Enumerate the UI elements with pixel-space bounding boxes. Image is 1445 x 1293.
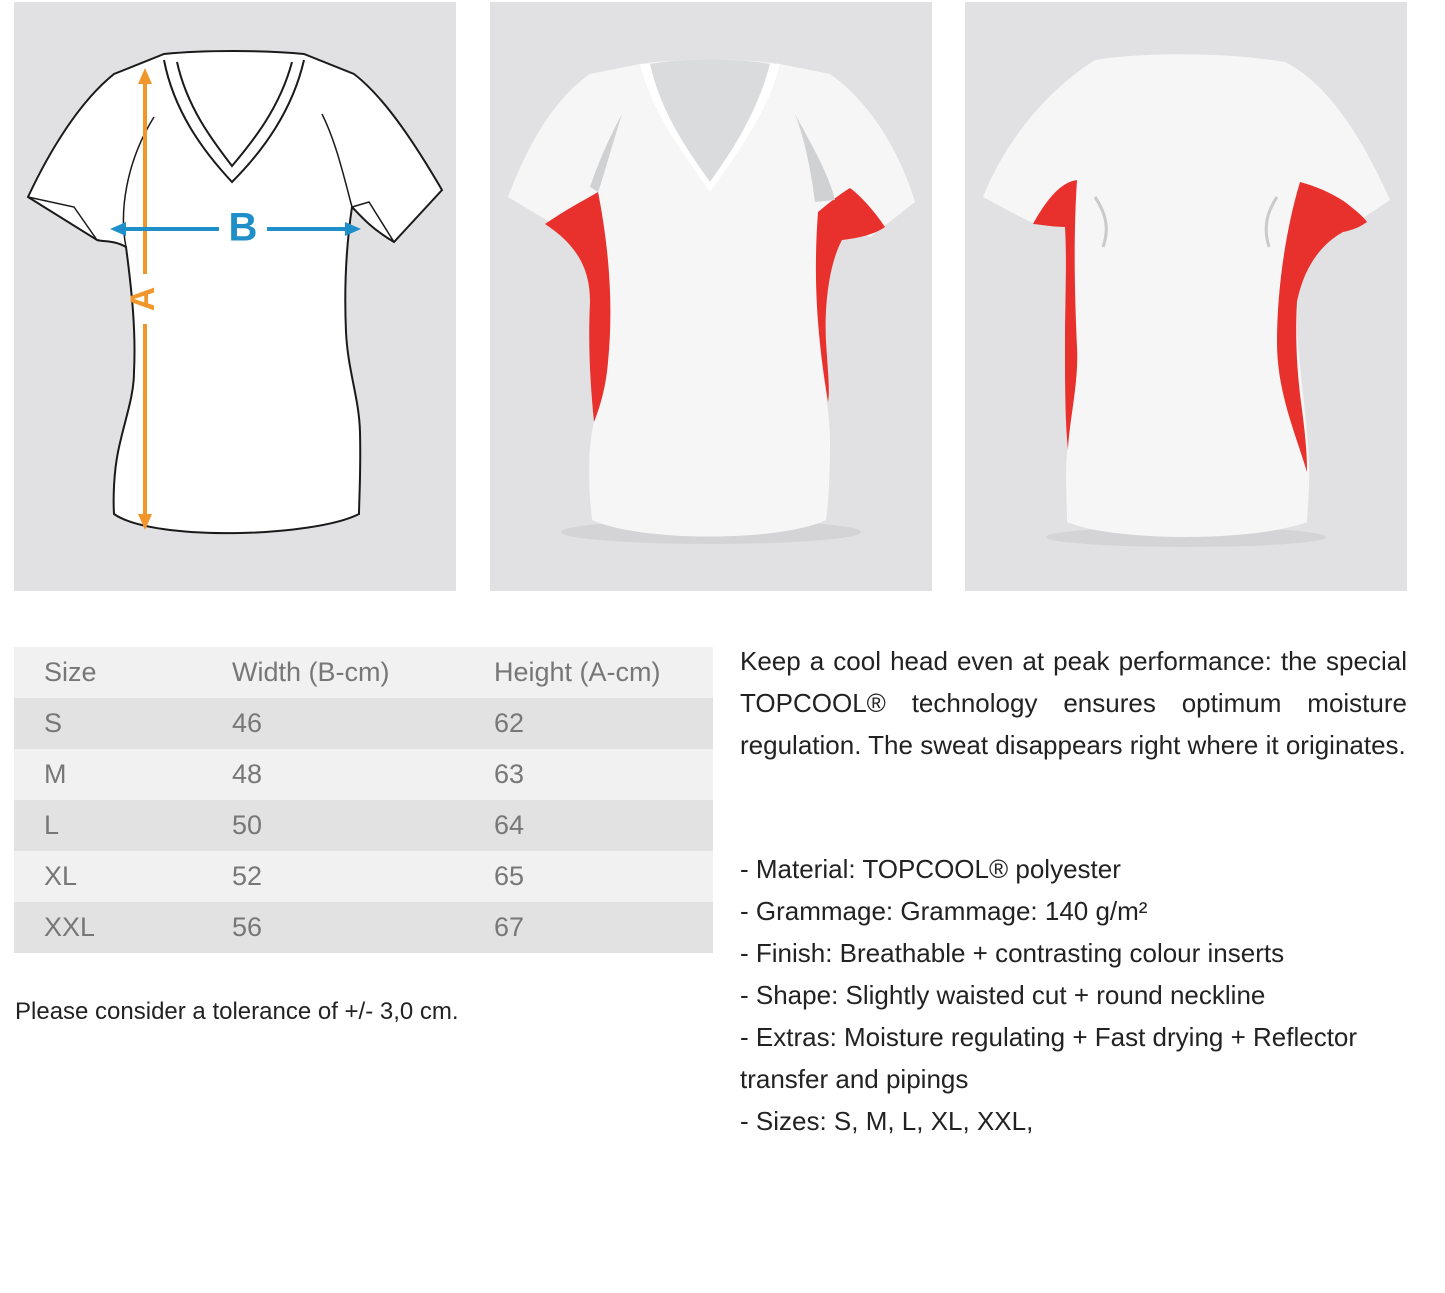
shirt-outline (28, 51, 442, 533)
label-b: B (228, 205, 258, 250)
feature-item: - Grammage: Grammage: 140 g/m² (740, 896, 1148, 926)
size-diagram-panel (14, 2, 456, 591)
back-view-panel (965, 2, 1407, 591)
size-cell: XL (44, 861, 78, 891)
table-row (14, 800, 713, 851)
feature-item: - Sizes: S, M, L, XL, XXL, (740, 1106, 1034, 1136)
feature-item: - Material: TOPCOOL® polyester (740, 854, 1121, 884)
description-text: Keep a cool head even at peak performance: the special TOPCOOL® technology ensures optimum moisture regulation. The sweat disappears right where it originates. (740, 646, 1407, 760)
feature-item: - Finish: Breathable + contrasting colour inserts (740, 938, 1285, 968)
size-cell: M (44, 759, 67, 789)
table-row (14, 698, 713, 749)
feature-item: - Extras: Moisture regulating + Fast drying + Reflector transfer and pipings (740, 1022, 1358, 1094)
table-row (14, 749, 713, 800)
size-table-header (14, 647, 713, 698)
back-left-insert (1033, 180, 1077, 450)
back-body (983, 54, 1390, 537)
front-view-panel (490, 2, 932, 591)
width-cell: 52 (232, 861, 263, 891)
column-header: Size (44, 657, 97, 687)
front-left-insert (545, 192, 610, 422)
label-a: A (123, 286, 162, 312)
height-cell: 62 (494, 708, 525, 738)
height-cell: 64 (494, 810, 525, 840)
table-row (14, 902, 713, 953)
height-cell: 67 (494, 912, 525, 942)
shirt-back-image (965, 2, 1407, 591)
size-table (14, 647, 713, 953)
height-cell: 65 (494, 861, 525, 891)
front-right-insert (816, 188, 885, 402)
feature-list (740, 848, 1407, 1142)
table-row (14, 851, 713, 902)
column-header: Width (B-cm) (232, 657, 390, 687)
height-cell: 63 (494, 759, 525, 789)
width-cell: 48 (232, 759, 263, 789)
product-description (740, 640, 1407, 766)
width-cell: 46 (232, 708, 263, 738)
column-header: Height (A-cm) (494, 657, 661, 687)
shirt-front-image (490, 2, 932, 591)
size-cell: XXL (44, 912, 96, 942)
size-cell: L (44, 810, 60, 840)
tolerance-note: Please consider a tolerance of +/- 3,0 cm. (15, 998, 459, 1025)
shirt-outline-diagram (14, 2, 456, 591)
size-cell: S (44, 708, 63, 738)
width-cell: 50 (232, 810, 263, 840)
feature-item: - Shape: Slightly waisted cut + round neckline (740, 980, 1266, 1010)
width-cell: 56 (232, 912, 263, 942)
